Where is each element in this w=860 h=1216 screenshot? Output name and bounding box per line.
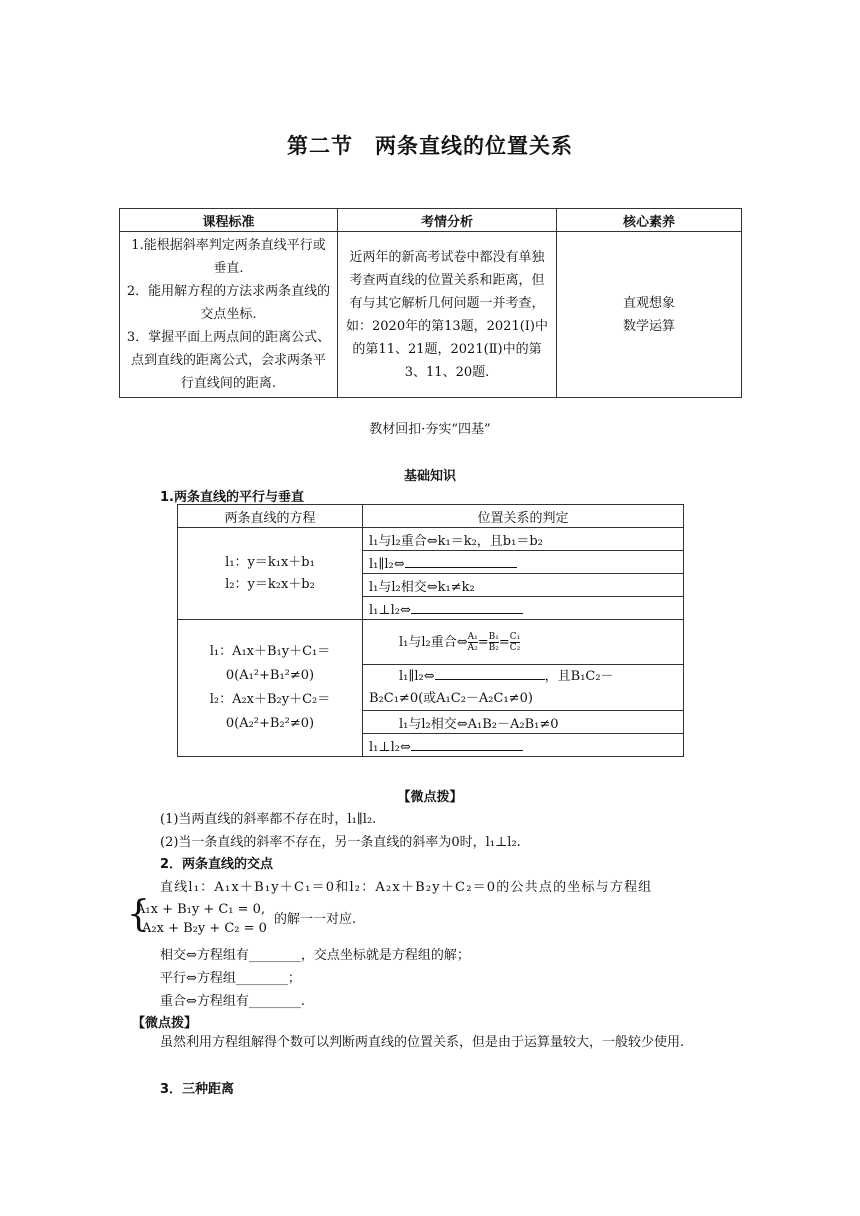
perp-label: l₁⊥l₂⇔: [369, 602, 411, 618]
coincide-label: l₁与l₂重合⇔: [399, 635, 468, 650]
tip-1: (1)当两直线的斜率都不存在时，l₁∥l₂.: [160, 812, 377, 827]
slope-form-eqs: [178, 528, 363, 620]
t2-header-judge: 位置关系的判定: [363, 505, 684, 528]
literacy-2: 数学运算: [622, 318, 675, 334]
parallel-label: l₁∥l₂⇔: [369, 556, 405, 572]
fraction: $\frac{\text{C₁}}{\text{C₂}}$: [509, 632, 521, 653]
blank: [411, 599, 523, 614]
parallel-general-label: l₁∥l₂⇔: [399, 669, 435, 684]
blank: [435, 665, 545, 680]
blank: [411, 736, 523, 751]
fraction: $\frac{\text{A₁}}{\text{A₂}}$: [467, 632, 478, 653]
s2-item-1: 相交⇔方程组有________，交点坐标就是方程组的解；: [160, 948, 470, 963]
standard-3: 3．掌握平面上两点间的距离公式、点到直线的距离公式，会求两条平行直线间的距离.: [126, 330, 331, 391]
blank: [405, 553, 517, 568]
row-intersect: l₁与l₂相交⇔k₁≠k₂: [363, 574, 684, 597]
eq-l1-general: l₁：A₁x＋B₁y＋C₁＝: [209, 644, 331, 659]
perp-general-label: l₁⊥l₂⇔: [369, 739, 411, 755]
row-parallel-general: [363, 665, 684, 711]
eq-l2-cond: 0(A₂²+B₂²≠0): [225, 716, 315, 731]
s2-item-2: 平行⇔方程组________；: [160, 971, 301, 986]
section-2-heading: 2．两条直线的交点: [160, 857, 274, 872]
row-coincide: l₁与l₂重合⇔k₁＝k₂，且b₁＝b₂: [363, 528, 684, 551]
standards-cell: [120, 232, 338, 398]
tip-heading: 【微点拨】: [397, 790, 463, 805]
general-form-eqs: [178, 620, 363, 757]
s2-line1: 直线l₁：A₁x＋B₁y＋C₁＝0和l₂：A₂x＋B₂y＋C₂＝0的公共点的坐标与方程组: [160, 880, 653, 895]
fraction: $\frac{\text{B₁}}{\text{B₂}}$: [488, 632, 499, 653]
page-title: 第二节 两条直线的位置关系: [287, 134, 573, 158]
row-intersect-general: l₁与l₂相交⇔A₁B₂－A₂B₁≠0: [363, 711, 684, 734]
tip2-text: 虽然利用方程组解得个数可以判断两直线的位置关系，但是由于运算量较大，一般较少使用.: [160, 1035, 685, 1050]
row-perp-general: [363, 734, 684, 757]
system-eq-1: A₁x + B₁y + C₁ = 0,: [136, 902, 266, 917]
row-parallel: [363, 551, 684, 574]
t2-header-eq: 两条直线的方程: [178, 505, 363, 528]
eq-l1-slope: l₁：y＝k₁x＋b₁: [225, 554, 315, 570]
header-analysis: 考情分析: [338, 209, 557, 232]
analysis-cell: 近两年的新高考试卷中都没有单独考查两直线的位置关系和距离，但有与其它解析几何问题一并考查，如：2020年的第13题，2021(Ⅰ)中的第11、21题，2021(Ⅱ)中的第3、11、20题.: [338, 232, 557, 398]
section-1-heading: 1.两条直线的平行与垂直: [160, 490, 304, 505]
tip-2: (2)当一条直线的斜率不存在，另一条直线的斜率为0时，l₁⊥l₂.: [160, 835, 521, 850]
s2-item-3: 重合⇔方程组有________.: [160, 994, 306, 1009]
equation-system: [136, 900, 267, 938]
standards-table: [119, 208, 742, 398]
system-eq-2: A₂x + B₂y + C₂ = 0: [142, 921, 267, 936]
eq-l2-general: l₂：A₂x＋B₂y＋C₂＝: [209, 692, 331, 707]
section-banner: 教材回扣·夯实“四基”: [369, 422, 491, 437]
basics-heading: 基础知识: [403, 469, 456, 484]
standard-1: 1.能根据斜率判定两条直线平行或垂直.: [131, 238, 326, 276]
eq-l1-cond: 0(A₁²+B₁²≠0): [225, 668, 315, 683]
s2-after: 的解一一对应.: [274, 912, 357, 927]
relation-table: [177, 504, 684, 757]
row-coincide-general: l₁与l₂重合⇔ $\frac{\text{A₁}}{\text{A₂}}$ = $\frac{\text{B₁}}{\text{B₂}}$ = $\frac{\text{C₁}}{\text{C₂}}$: [363, 620, 684, 665]
tip2-heading: 【微点拨】: [132, 1016, 198, 1031]
parallel-cond-2: B₂C₁≠0(或A₁C₂－A₂C₁≠0): [369, 691, 533, 706]
brace-icon: {: [127, 894, 150, 935]
standard-2: 2．能用解方程的方法求两条直线的交点坐标.: [126, 284, 331, 322]
row-perpendicular: [363, 597, 684, 620]
section-3-heading: 3．三种距离: [160, 1082, 235, 1097]
parallel-cond: ，且B₁C₂－: [544, 669, 614, 684]
header-standards: 课程标准: [120, 209, 338, 232]
header-literacy: 核心素养: [557, 209, 742, 232]
eq-l2-slope: l₂：y＝k₂x＋b₂: [225, 576, 315, 592]
literacy-cell: [557, 232, 742, 398]
literacy-1: 直观想象: [622, 295, 675, 311]
